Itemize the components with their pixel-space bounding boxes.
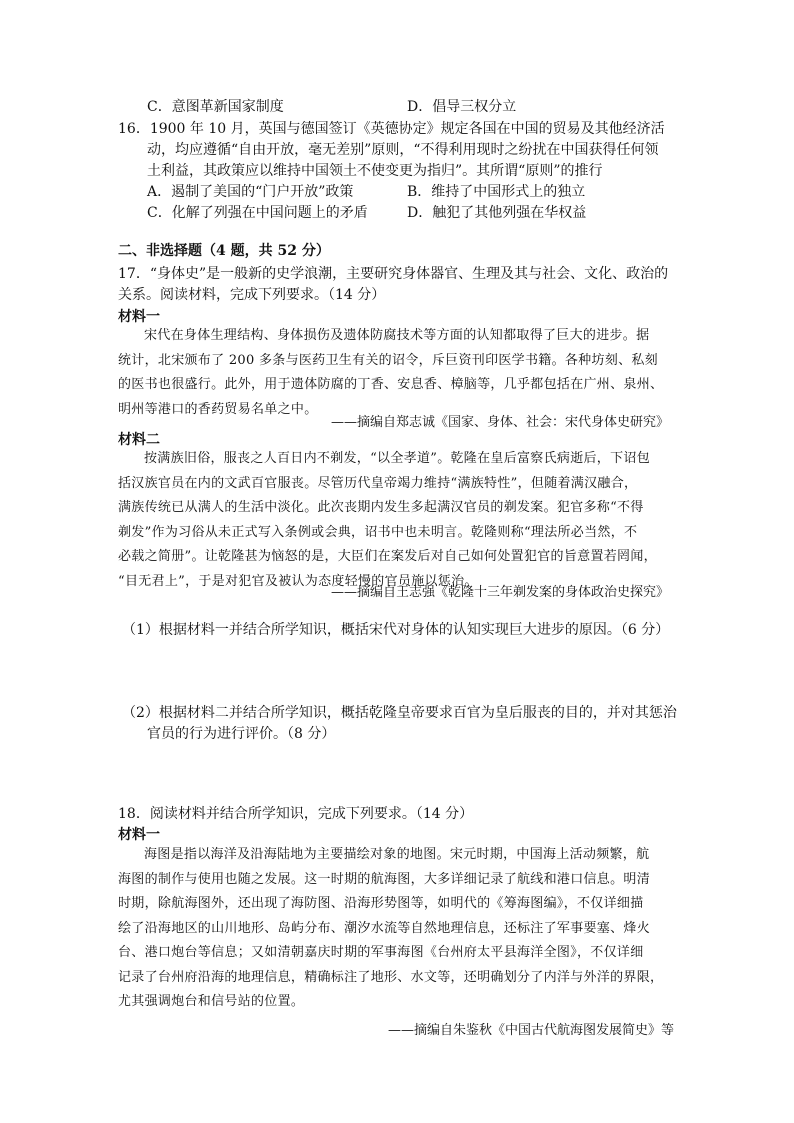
q17-material2-line: “目无君上”，于是对犯官及被认为态度轻慢的官员施以惩治。 (118, 573, 478, 589)
q18-material1-line: 绘了沿海地区的山川地形、岛屿分布、潮汐水流等自然地理信息，还标注了军事要塞、烽火 (118, 920, 651, 936)
q17-sub1: （1）根据材料一并结合所学知识，概括宋代对身体的认知实现巨大进步的原因。（6 分） (122, 622, 670, 638)
q17-material2-line: 按满族旧俗，服丧之人百日内不剃发，“以全孝道”。乾隆在皇后富察氏病逝后，下诏包 (144, 451, 650, 466)
q18-material1-line: 海图的制作与使用也随之发展。这一时期的航海图，大多详细记录了航线和港口信息。明清 (118, 871, 651, 887)
q17-sub2-line-2: 官员的行为进行评价。（8 分） (147, 726, 336, 742)
q16-option-d: D．触犯了其他列强在华权益 (407, 205, 587, 221)
q17-intro-line-1: 17．“身体史”是一般新的史学浪潮，主要研究身体器官、生理及其与社会、文化、政治的 (118, 266, 669, 282)
q18-material1-line: 记录了台州府沿海的地理信息，精确标注了地形、水文等，还明确划分了内洋与外洋的界限， (118, 969, 664, 985)
q17-material1-body (118, 324, 678, 422)
q17-material2-label: 材料二 (118, 432, 160, 448)
q17-material2-line: 剃发”作为习俗从未正式写入条例或会典，诏书中也未明言。乾隆则称“理法所必当然，不 (118, 524, 638, 540)
q18-material1-label: 材料一 (118, 827, 160, 843)
q18-intro: 18．阅读材料并结合所学知识，完成下列要求。（14 分） (118, 806, 474, 822)
q16-option-b: B．维持了中国形式上的独立 (407, 184, 586, 200)
q17-intro-line-2: 关系。阅读材料，完成下列要求。（14 分） (118, 287, 386, 303)
q17-material2-body (118, 447, 678, 594)
q15-option-c: C．意图革新国家制度 (147, 99, 284, 115)
q17-material1-line: 的医书也很盛行。此外，用于遗体防腐的丁香、安息香、樟脑等，几乎都包括在广州、泉州、 (118, 377, 664, 392)
q16-stem-line-3: 土利益，其政策应以维持中国领土不使变更为指归”。其所谓“原则”的推行 (147, 163, 603, 179)
q18-material1-line: 尤其强调炮台和信号站的位置。 (118, 994, 305, 1009)
q17-material2-line: 必载之简册”。让乾隆甚为恼怒的是，大臣们在案发后对自己如何处置犯官的旨意置若罔闻， (118, 549, 657, 564)
q17-material1-line: 明州等港口的香药贸易名单之中。 (118, 401, 318, 417)
q16-option-c: C．化解了列强在中国问题上的矛盾 (147, 205, 368, 221)
q16-stem-line-1: 16．1900 年 10 月，英国与德国签订《英德协定》规定各国在中国的贸易及其他经济活 (118, 121, 665, 137)
q18-material1-line: 海图是指以海洋及沿海陆地为主要描绘对象的地图。宋元时期，中国海上活动频繁，航 (144, 847, 650, 862)
q17-material1-label: 材料一 (118, 309, 160, 325)
q17-material2-line: 满族传统已从满人的生活中淡化。此次丧期内发生多起满汉官员的剃发案。犯官多称“不得 (118, 500, 644, 515)
q18-material1-line: 台、港口炮台等信息；又如清朝嘉庆时期的军事海图《台州府太平县海洋全图》，不仅详细 (118, 945, 644, 960)
q18-material1-body (118, 843, 678, 1015)
q17-material1-line: 统计，北宋颁布了 200 多条与医药卫生有关的诏令，斥巨资刊印医学书籍。各种坊刻、私刻 (118, 352, 658, 368)
q17-material1-source: ——摘编自郑志诚《国家、身体、社会：宋代身体史研究》 (330, 415, 669, 430)
q17-material1-line: 宋代在身体生理结构、身体损伤及遗体防腐技术等方面的认知都取得了巨大的进步。据 (144, 328, 650, 343)
q15-option-d: D．倡导三权分立 (407, 99, 517, 115)
q17-material2-source: ——摘编自王志强《乾隆十三年剃发案的身体政治史探究》 (330, 585, 669, 600)
q17-sub2-line-1: （2）根据材料二并结合所学知识，概括乾隆皇帝要求百官为皇后服丧的目的，并对其惩治 (122, 705, 677, 721)
q16-option-a: A．遏制了美国的“门户开放”政策 (147, 184, 354, 200)
q18-material1-line: 时期，除航海图外，还出现了海防图、沿海形势图等，如明代的《筹海图编》，不仅详细描 (118, 896, 644, 911)
q16-stem-line-2: 动，均应遵循“自由开放，毫无差别”原则，“不得利用现时之纷扰在中国获得任何领 (147, 142, 659, 158)
q17-material2-line: 括汉族官员在内的文武百官服丧。尽管历代皇帝竭力维持“满族特性”，但随着满汉融合， (118, 475, 638, 491)
q18-material1-source: ——摘编自朱鉴秋《中国古代航海图发展简史》等 (387, 1023, 674, 1038)
section-heading: 二、非选择题（4 题，共 52 分） (118, 243, 330, 259)
